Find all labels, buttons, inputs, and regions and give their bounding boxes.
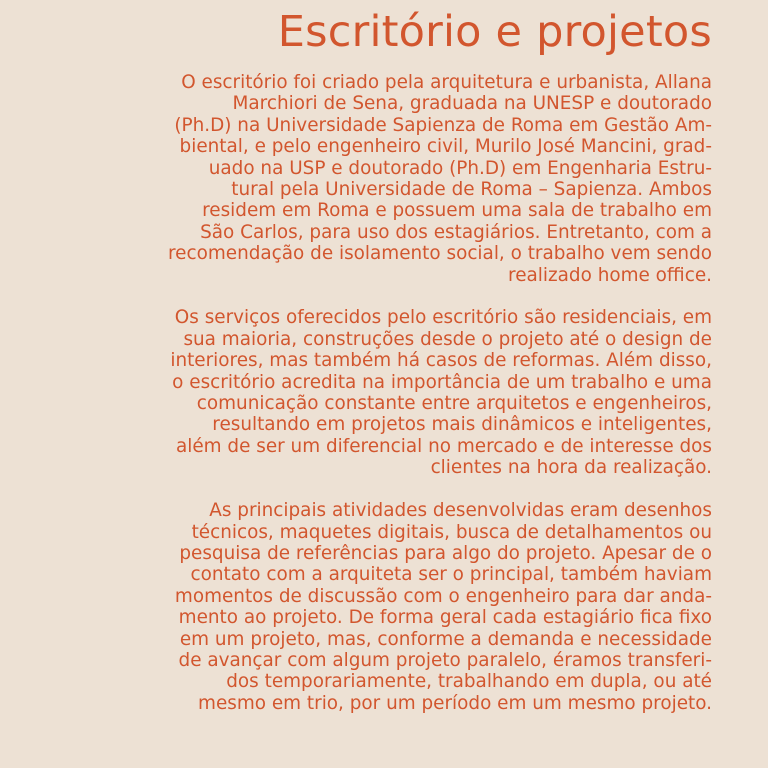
paragraph-activities — [40, 500, 712, 714]
paragraph-services — [40, 307, 712, 478]
document-body — [40, 72, 712, 736]
text-line: em um projeto, mas, conforme a demanda e necessidade — [179, 628, 712, 650]
text-line: As principais atividades desenvolvidas eram desenhos — [209, 500, 712, 522]
text-line: realizado home office. — [508, 264, 712, 286]
text-line: de avançar com algum projeto paralelo, éramos transferi- — [178, 649, 712, 671]
text-line: biental, e pelo engenheiro civil, Murilo José Mancini, grad- — [179, 136, 712, 158]
text-line: O escritório foi criado pela arquitetura e urbanista, Allana — [181, 72, 712, 93]
text-line: São Carlos, para uso dos estagiários. Entretanto, com a — [200, 221, 712, 243]
text-line: uado na USP e doutorado (Ph.D) em Engenharia Estru- — [208, 157, 712, 179]
text-line: (Ph.D) na Universidade Sapienza de Roma em Gestão Am- — [174, 114, 712, 136]
text-line: mento ao projeto. De forma geral cada estagiário fica fixo — [178, 607, 712, 629]
text-line: recomendação de isolamento social, o trabalho vem sendo — [168, 243, 712, 265]
text-line: clientes na hora da realização. — [430, 457, 712, 479]
text-line: Marchiori de Sena, graduada na UNESP e doutorado — [232, 93, 712, 115]
text-line: além de ser um diferencial no mercado e de interesse dos — [175, 435, 712, 457]
text-line: dos temporariamente, trabalhando em dupla, ou até — [226, 671, 712, 693]
text-line: sua maioria, construções desde o projeto até o design de — [183, 328, 712, 350]
text-line: o escritório acredita na importância de um trabalho e uma — [172, 371, 712, 393]
text-line: pesquisa de referências para algo do projeto. Apesar de o — [179, 542, 712, 564]
text-line: resultando em projetos mais dinâmicos e inteligentes, — [212, 414, 712, 436]
text-line: contato com a arquiteta ser o principal, também haviam — [190, 564, 712, 586]
paragraph-office — [40, 72, 712, 286]
text-line: residem em Roma e possuem uma sala de trabalho em — [202, 200, 712, 222]
text-line: técnicos, maquetes digitais, busca de detalhamentos ou — [191, 521, 712, 543]
text-line: interiores, mas também há casos de reformas. Além disso, — [170, 350, 712, 372]
text-line: tural pela Universidade de Roma – Sapienza. Ambos — [231, 179, 712, 201]
page-title: Escritório e projetos — [277, 7, 712, 57]
text-line: mesmo em trio, por um período em um mesmo projeto. — [198, 692, 712, 714]
text-line: Os serviços oferecidos pelo escritório são residenciais, em — [174, 307, 712, 329]
text-line: momentos de discussão com o engenheiro para dar anda- — [174, 585, 712, 607]
text-line: comunicação constante entre arquitetos e engenheiros, — [196, 393, 712, 415]
